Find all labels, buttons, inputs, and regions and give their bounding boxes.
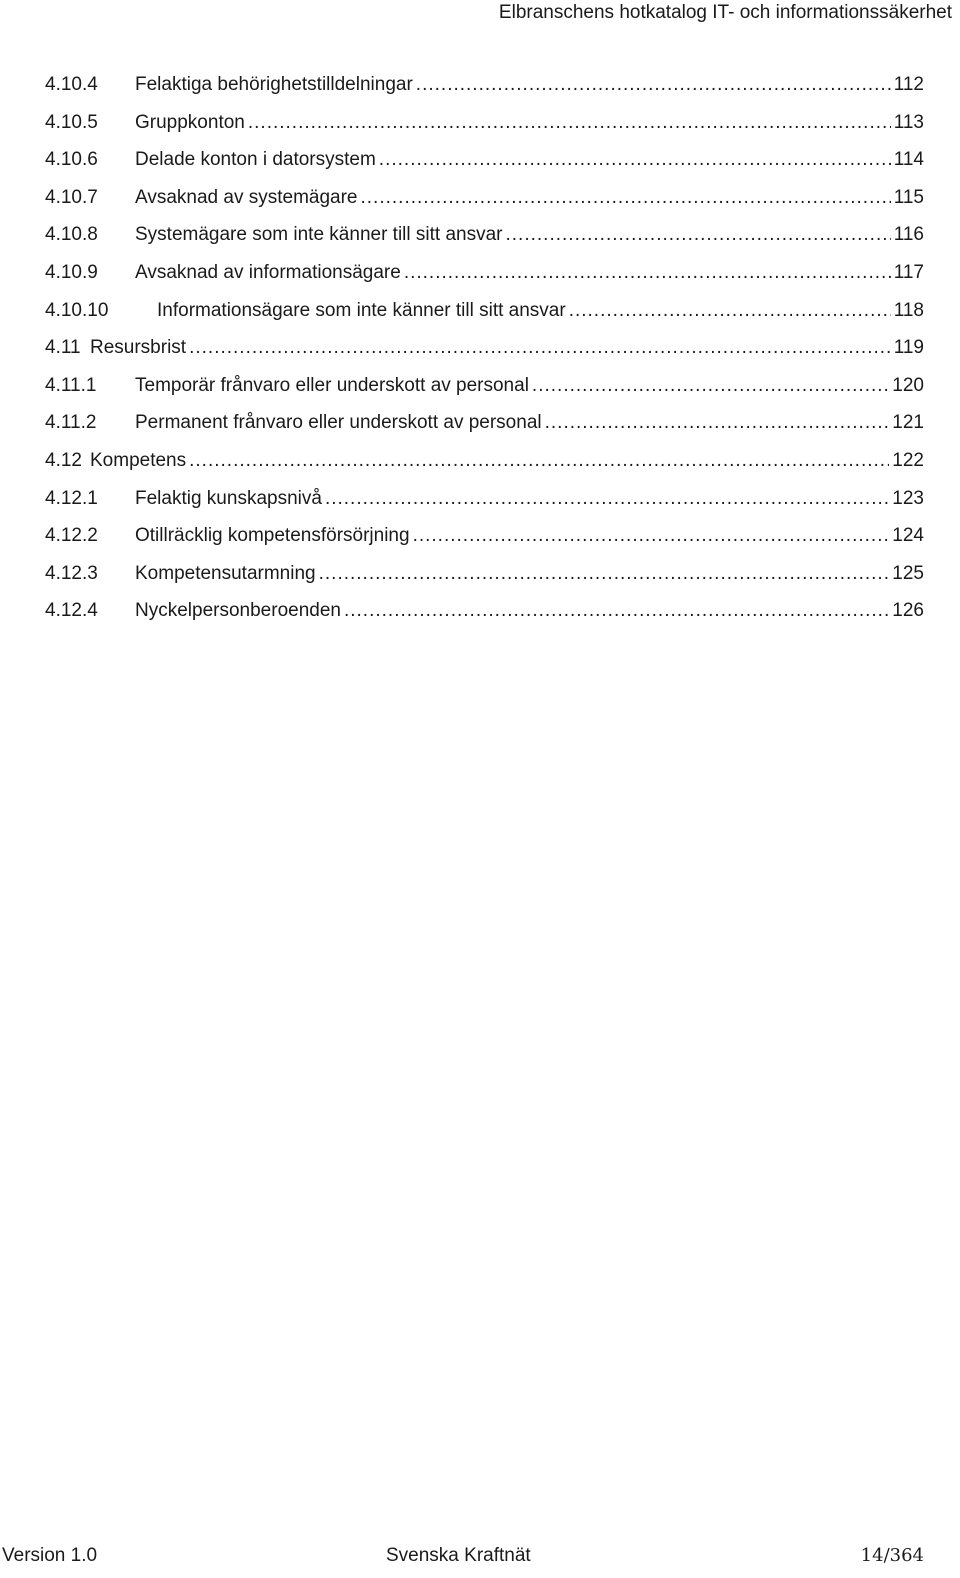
toc-entry-number: 4.12.4 <box>45 600 98 622</box>
toc-entry-number: 4.10.9 <box>45 261 98 283</box>
toc-dot-leader <box>404 260 891 286</box>
toc-entry-page: 116 <box>893 224 924 246</box>
page-footer <box>0 1542 960 1570</box>
toc-entry-title: Nyckelpersonberoenden <box>135 600 341 622</box>
toc-entry-number: 4.12 <box>45 449 82 471</box>
toc-entry-page: 118 <box>893 299 924 321</box>
toc-entry[interactable] <box>45 410 924 448</box>
toc-entry-title: Informationsägare som inte känner till sitt ansvar <box>157 299 566 321</box>
toc-dot-leader <box>506 222 891 248</box>
toc-entry-page: 114 <box>893 149 924 171</box>
toc-entry[interactable] <box>45 486 924 524</box>
toc-entry-page: 120 <box>892 374 924 396</box>
toc-dot-leader <box>344 598 889 624</box>
table-of-contents <box>45 72 924 636</box>
toc-entry-page: 124 <box>892 525 924 547</box>
toc-entry-title: Gruppkonton <box>135 111 245 133</box>
toc-entry-page: 117 <box>893 261 924 283</box>
toc-entry-title: Felaktiga behörighetstilldelningar <box>135 74 413 95</box>
toc-entry-number: 4.11.2 <box>45 412 97 434</box>
toc-entry-title: Temporär frånvaro eller underskott av personal <box>135 374 529 396</box>
toc-entry[interactable] <box>45 72 924 110</box>
page-header-title: Elbranschens hotkatalog IT- och informationssäkerhet <box>498 2 952 23</box>
toc-dot-leader <box>416 72 891 98</box>
footer-organization: Svenska Kraftnät <box>386 1545 531 1566</box>
toc-dot-leader <box>248 110 891 136</box>
toc-dot-leader <box>189 335 891 361</box>
toc-entry-page: 112 <box>893 74 924 95</box>
toc-entry-title: Kompetens <box>90 449 187 471</box>
toc-dot-leader <box>325 486 889 512</box>
toc-entry-number: 4.12.3 <box>45 562 98 584</box>
toc-entry-number: 4.10.6 <box>45 149 98 171</box>
toc-entry-title: Avsaknad av systemägare <box>135 186 358 208</box>
toc-entry-number: 4.10.5 <box>45 111 98 133</box>
toc-entry-page: 126 <box>892 600 924 622</box>
toc-dot-leader <box>545 410 890 436</box>
toc-entry[interactable] <box>45 523 924 561</box>
toc-entry[interactable] <box>45 298 924 336</box>
toc-entry[interactable] <box>45 448 924 486</box>
toc-entry-title: Resursbrist <box>90 337 187 359</box>
toc-dot-leader <box>413 523 890 549</box>
toc-entry[interactable] <box>45 260 924 298</box>
toc-dot-leader <box>379 147 891 173</box>
footer-version: Version 1.0 <box>2 1545 98 1566</box>
toc-entry-number: 4.11 <box>45 337 81 359</box>
toc-entry-page: 125 <box>892 562 924 584</box>
toc-entry-number: 4.12.2 <box>45 525 98 547</box>
toc-entry[interactable] <box>45 147 924 185</box>
toc-entry-page: 115 <box>893 186 924 208</box>
toc-entry-number: 4.10.7 <box>45 186 98 208</box>
toc-entry[interactable] <box>45 561 924 599</box>
toc-entry-number: 4.10.8 <box>45 224 98 246</box>
toc-dot-leader <box>319 561 890 587</box>
toc-entry[interactable] <box>45 185 924 223</box>
toc-entry-number: 4.11.1 <box>45 374 97 396</box>
toc-entry-title: Systemägare som inte känner till sitt ansvar <box>135 224 503 246</box>
toc-entry[interactable] <box>45 110 924 148</box>
toc-entry-title: Permanent frånvaro eller underskott av personal <box>135 412 542 434</box>
toc-entry-title: Avsaknad av informationsägare <box>135 261 401 283</box>
toc-dot-leader <box>189 448 889 474</box>
toc-dot-leader <box>532 373 889 399</box>
toc-entry-title: Felaktig kunskapsnivå <box>135 487 322 509</box>
toc-entry-page: 113 <box>893 111 924 133</box>
toc-dot-leader <box>361 185 891 211</box>
toc-entry[interactable] <box>45 598 924 636</box>
toc-entry-page: 121 <box>892 412 924 434</box>
toc-entry-page: 123 <box>892 487 924 509</box>
toc-entry-title: Delade konton i datorsystem <box>135 149 376 171</box>
toc-entry-title: Kompetensutarmning <box>135 562 316 584</box>
toc-entry-page: 122 <box>892 449 924 471</box>
footer-page-indicator: 14/364 <box>860 1545 924 1566</box>
toc-entry[interactable] <box>45 222 924 260</box>
toc-entry-number: 4.10.4 <box>45 74 98 95</box>
toc-dot-leader <box>569 298 891 324</box>
toc-entry[interactable] <box>45 335 924 373</box>
toc-entry-number: 4.12.1 <box>45 487 98 509</box>
toc-entry-page: 119 <box>893 337 924 359</box>
toc-entry-title: Otillräcklig kompetensförsörjning <box>135 525 410 547</box>
toc-entry-number: 4.10.10 <box>45 299 109 321</box>
toc-entry[interactable] <box>45 373 924 411</box>
